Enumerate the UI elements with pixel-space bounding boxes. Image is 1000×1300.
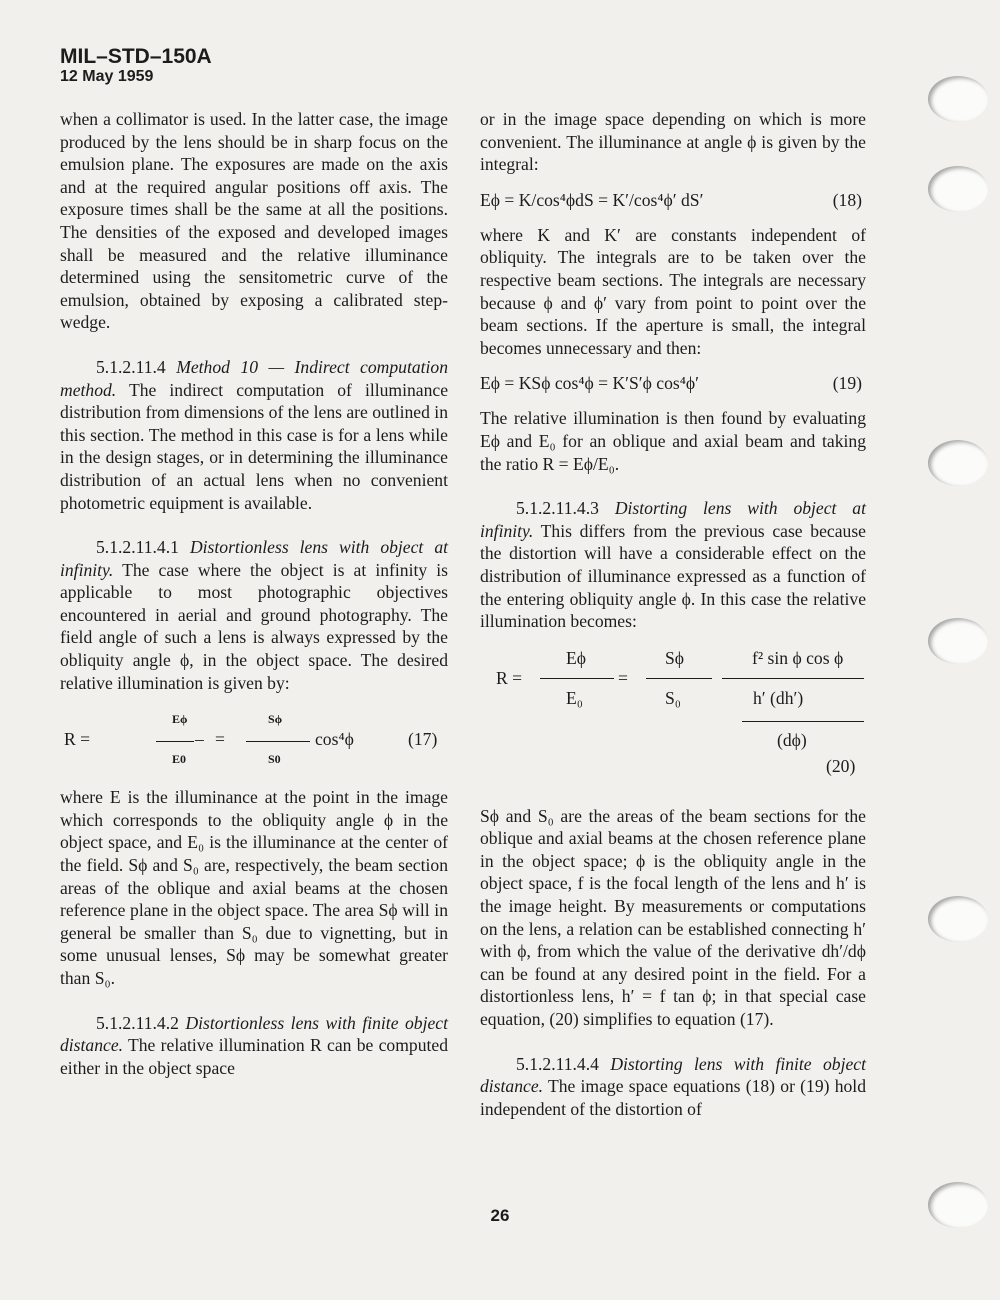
fraction-bar	[156, 741, 194, 742]
section-5-1-2-11-4-3	[480, 497, 866, 633]
eq20-equals: =	[618, 667, 628, 688]
fraction-bar	[722, 678, 864, 679]
section-body: The image space equations (18) or (19) hold independent of the distortion of	[480, 1076, 866, 1119]
section-5-1-2-11-4	[60, 356, 448, 514]
eq20-lhs: R =	[496, 667, 523, 688]
paragraph-where-e: where E is the illuminance at the point in the image which corresponds to the obliquity angle ϕ in the object space, and E₀ is the illuminance at the center of the field. Sϕ and S₀ are, respectively, the beam section areas of the oblique and axial beams at the chosen reference plane in the object space. The area Sϕ will in general be smaller than S₀ due to vignetting, but in some unusual lenses, Sϕ may be somewhat greater than S₀.	[60, 787, 448, 988]
standard-number: MIL–STD–150A	[60, 45, 212, 68]
eq20-number: (20)	[826, 755, 856, 776]
document-date: 12 May 1959	[60, 68, 154, 85]
eq20-f-middle: h′ (dh′)	[753, 687, 804, 708]
eq17-denominator-e: E0	[172, 752, 187, 767]
eq17-number: (17)	[408, 729, 438, 750]
eq17-lhs: R =	[64, 729, 91, 750]
eq20-f-numerator: f² sin ϕ cos ϕ	[752, 647, 844, 668]
section-number: 5.1.2.11.4.1	[96, 537, 179, 558]
eq20-f-denominator: (dϕ)	[777, 729, 807, 750]
eq20-e-denominator: E₀	[566, 687, 583, 708]
eq17-numerator-s: Sϕ	[268, 712, 283, 727]
eq20-e-numerator: Eϕ	[566, 647, 587, 668]
section-number: 5.1.2.11.4	[96, 356, 166, 377]
equation-17	[60, 708, 448, 774]
eq19-number: (19)	[832, 373, 862, 394]
paragraph-constants: where K and K′ are constants independent of obliquity. The integrals are to be taken over the respective beam sections. The integrals are necessary because ϕ and ϕ′ vary from point to point over the beam sections. If the aperture is small, the integral becomes unnecessary and then:	[480, 224, 866, 358]
eq17-numerator-e: Eϕ	[172, 712, 188, 727]
equation-19	[480, 372, 866, 396]
section-title: Distorting lens with finite object distance.	[480, 1053, 866, 1097]
eq17-cos: cos⁴ϕ	[315, 729, 354, 750]
page-number: 26	[490, 1206, 510, 1225]
eq20-s-numerator: Sϕ	[665, 647, 685, 668]
equation-18	[480, 189, 866, 213]
section-body: This differs from the previous case because the distortion will have a considerable effect on the distribution of illuminance expressed as a function of the entering obliquity angle ϕ. In this case the relative illumination becomes:	[480, 520, 866, 632]
section-5-1-2-11-4-4	[480, 1053, 866, 1121]
section-title: Distortionless lens with finite object distance.	[60, 1012, 448, 1056]
section-number: 5.1.2.11.4.4	[516, 1053, 599, 1074]
section-5-1-2-11-4-2	[60, 1012, 448, 1080]
paragraph-collimator: when a collimator is used. In the latter case, the image produced by the lens should be in sharp focus on the emulsion plane. The exposures are made on the axis and at the required angular positions off axis. The exposure times shall be the same at all the positions. The densities of the exposed and developed images shall be measured and the relative illuminance determined using the sensitometric curve of the emulsion, obtained by exposing a calibrated step-wedge.	[60, 109, 448, 333]
paragraph-relative-illumination: The relative illumination is then found by evaluating Eϕ and E₀ for an oblique and axial beam and taking the ratio R = Eϕ/E₀.	[480, 408, 866, 474]
eq17-denominator-s: S0	[268, 752, 281, 767]
section-body: The relative illumination R can be computed either in the object space	[60, 1035, 448, 1078]
eq17-dash: –	[195, 729, 204, 750]
binder-hole	[928, 440, 988, 486]
eq18-body: Eϕ = K/cos⁴ϕdS = K′/cos⁴ϕ′ dS′	[480, 189, 704, 210]
eq18-number: (18)	[832, 189, 862, 210]
paragraph-image-space: or in the image space depending on which is more convenient. The illuminance at angle ϕ is given by the integral:	[480, 109, 866, 175]
section-title: Method 10 — Indirect computation method.	[60, 356, 449, 400]
section-body: The indirect computation of illuminance distribution from dimensions of the lens are outlined in this section. The method in this case is for a lens while in the design stages, or in determining the illuminance distribution of an actual lens when no convenient photometric equipment is available.	[60, 379, 448, 513]
eq17-equals: =	[215, 729, 225, 750]
section-number: 5.1.2.11.4.2	[96, 1012, 179, 1033]
binder-hole	[928, 166, 988, 212]
eq20-s-denominator: S₀	[665, 687, 681, 708]
paragraph-beam-sections: Sϕ and S₀ are the areas of the beam sections for the oblique and axial beams at the chosen reference plane in the object space; ϕ is the obliquity angle in the object space, f is the focal length of the lens and h′ is the image height. By measurements or computations on the lens, a relation can be established connecting h′ with ϕ, from which the value of the derivative dh′/dϕ can be found at any desired point in the field. For a distortionless lens, h′ = f tan ϕ; in that special case equation, (20) simplifies to equation (17).	[480, 805, 866, 1030]
equation-20	[480, 647, 866, 795]
fraction-bar	[246, 741, 310, 742]
left-column	[60, 108, 448, 1079]
section-number: 5.1.2.11.4.3	[516, 498, 599, 519]
binder-hole	[928, 76, 988, 122]
binder-hole	[928, 1182, 988, 1228]
document-header	[60, 46, 212, 86]
right-column	[480, 108, 866, 1120]
section-body: The case where the object is at infinity is applicable to most photographic objectives encountered in aerial and ground photography. The field angle of such a lens is always expressed by the obliquity angle ϕ, in the object space. The desired relative illumination is given by:	[60, 559, 448, 693]
fraction-bar	[742, 721, 864, 722]
section-title: Distorting lens with object at infinity.	[480, 498, 866, 541]
eq19-body: Eϕ = KSϕ cos⁴ϕ = K′S′ϕ cos⁴ϕ′	[480, 373, 699, 394]
binder-hole	[928, 896, 988, 942]
binder-hole	[928, 618, 988, 664]
section-5-1-2-11-4-1	[60, 536, 448, 694]
fraction-bar	[646, 678, 712, 679]
fraction-bar	[540, 678, 614, 679]
section-title: Distortionless lens with object at infinity.	[60, 537, 448, 580]
